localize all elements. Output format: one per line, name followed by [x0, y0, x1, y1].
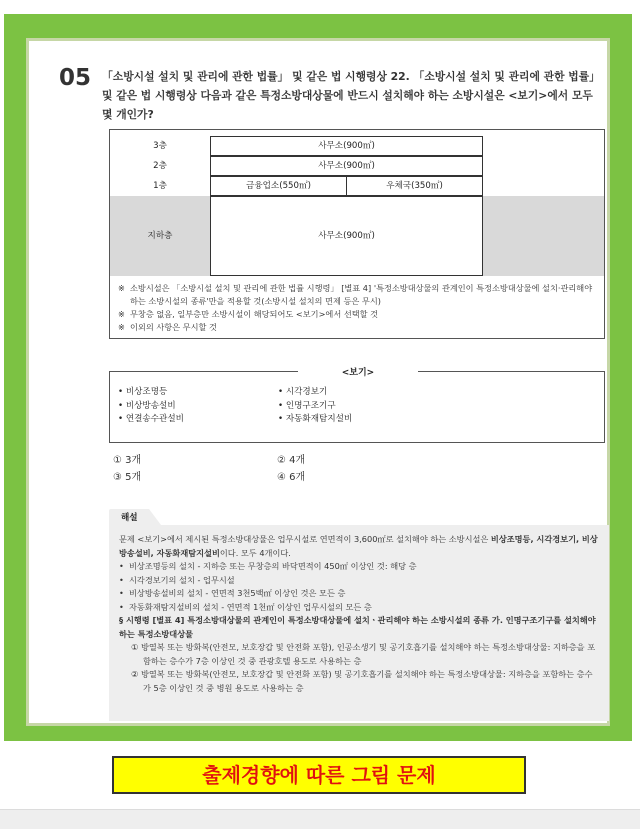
- question-card: [26, 38, 610, 726]
- bogi-item: • 비상방송설비: [118, 400, 184, 414]
- bogi-item: • 시각경보기: [278, 386, 352, 400]
- question-number: 05: [59, 65, 92, 91]
- basement-room: 사무소(900㎡): [210, 196, 483, 276]
- bogi-box: [109, 368, 605, 443]
- explanation-bullet: • 시각경보기의 설치 - 업무시설: [119, 574, 599, 588]
- note-item: ※ 이외의 사항은 무시할 것: [118, 322, 217, 332]
- floor-label: 1층: [153, 181, 167, 191]
- building-figure: [109, 129, 605, 339]
- note-item: ※ 소방시설은 「소방시설 설치 및 관리에 관한 법률 시행령」 [별표 4] '특정소방대상물의 관계인이 특정소방대상물에 설치·관리해야 하는 소방시설의 종류'만을 적용할 것(소방시설 설치의 면제 등은 무시): [118, 283, 593, 306]
- explanation-bullet: • 비상조명등의 설치 - 지하층 또는 무창층의 바닥면적이 450㎡ 이상인 것: 해당 층: [119, 560, 599, 574]
- bogi-item: • 자동화재탐지설비: [278, 413, 352, 427]
- question-text: 「소방시설 설치 및 관리에 관한 법률」 및 같은 법 시행령상 22. 「소방시설 설치 및 관리에 관한 법률」 및 같은 법 시행령상 다음과 같은 특정소방대상물에 반드시 설치해야 하는 소방시설은 <보기>에서 모두 몇 개인가?: [102, 70, 600, 121]
- law-item: ① 방열복 또는 방화복(안전모, 보호장갑 및 안전화 포함), 인공소생기 및 공기호흡기를 설치해야 하는 특정소방대상물: 지하층을 포함하는 층수가 7층 이상인 것 중 관광호텔 용도로 사용하는 층: [131, 642, 596, 666]
- explanation-tab-label: 해설: [121, 513, 138, 523]
- choice-4[interactable]: ④ 6개: [277, 472, 306, 483]
- explanation-body: [119, 533, 599, 695]
- figure-notes: [118, 282, 598, 334]
- page-frame: [4, 14, 632, 741]
- bogi-item: • 연결송수관설비: [118, 413, 184, 427]
- bogi-left-list: [118, 386, 184, 427]
- explanation-intro: 문제 <보기>에서 제시된 특정소방대상물은 업무시설로 연면적이 3,600㎡로 설치해야 하는 소방시설은 비상조명등, 시각경보기, 비상방송설비, 자동화재탐지설비이다. 모두 4개이다.: [119, 534, 598, 558]
- note-item: ※ 무창층 없음, 일부층만 소방시설이 해당되어도 <보기>에서 선택할 것: [118, 309, 379, 319]
- choice-1[interactable]: ① 3개: [113, 455, 142, 466]
- bottom-bar: [0, 809, 640, 829]
- floor-label: 2층: [153, 161, 167, 171]
- choice-2[interactable]: ② 4개: [277, 455, 306, 466]
- explanation-tab: [109, 509, 163, 525]
- choice-3[interactable]: ③ 5개: [113, 472, 142, 483]
- bogi-title: <보기>: [298, 365, 418, 378]
- bogi-item: • 비상조명등: [118, 386, 184, 400]
- law-item: ② 방열복 또는 방화복(안전모, 보호장갑 및 안전화 포함) 및 공기호흡기를 설치해야 하는 특정소방대상물: 지하층을 포함하는 층수가 5층 이상인 것 중 병원 용도로 사용하는 층: [131, 669, 593, 693]
- law-title: § 시행령 [별표 4] 특정소방대상물의 관계인이 특정소방대상물에 설치ㆍ관리해야 하는 소방시설의 종류 가. 인명구조기구를 설치해야 하는 특정소방대상물: [119, 615, 596, 639]
- floor-label: 3층: [153, 141, 167, 151]
- floor-room: 우체국(350㎡): [346, 176, 483, 196]
- topic-banner: 출제경향에 따른 그림 문제: [112, 756, 526, 794]
- floor-room: 사무소(900㎡): [210, 156, 483, 176]
- bogi-item: • 인명구조기구: [278, 400, 352, 414]
- basement-label: 지하층: [147, 231, 173, 241]
- floor-room: 사무소(900㎡): [210, 136, 483, 156]
- explanation-bullet: • 자동화재탐지설비의 설치 - 연면적 1천㎡ 이상인 업무시설의 모든 층: [119, 601, 599, 615]
- floor-room: 금융업소(550㎡): [210, 176, 347, 196]
- explanation-box: [109, 525, 609, 721]
- explanation-bullet: • 비상방송설비의 설치 - 연면적 3천5백㎡ 이상인 것은 모든 층: [119, 587, 599, 601]
- bogi-right-list: [278, 386, 352, 427]
